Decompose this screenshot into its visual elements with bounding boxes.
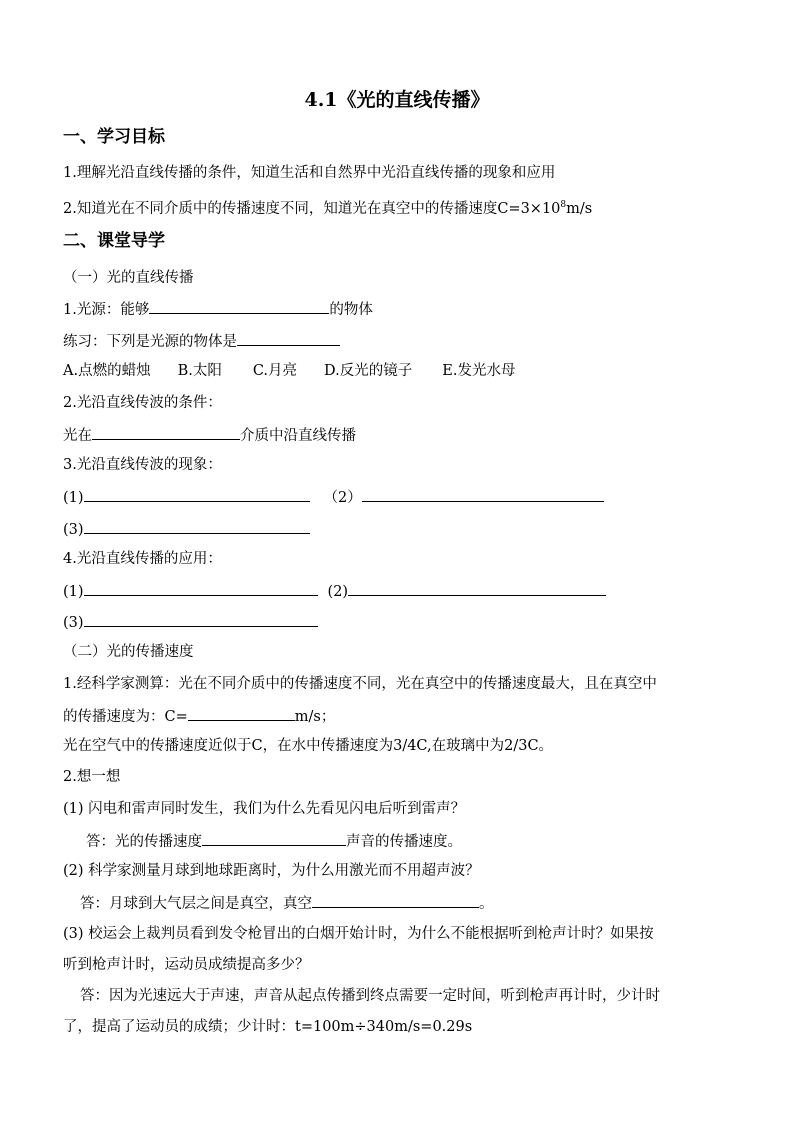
q3-label-3: (3) [63,522,84,538]
a2-blank[interactable] [312,892,479,908]
question-1 [63,298,373,320]
speed-para-1: 1.经科学家测算：光在不同介质中的传播速度不同，光在真空中的传播速度最大，且在真空中 [63,676,657,692]
question-2-fill [63,424,356,446]
section-heading-guide: 二、课堂导学 [63,231,165,251]
q4-blank-2[interactable] [348,580,606,596]
q4-label-2: (2) [327,584,349,600]
question-4: 4.光沿直线传播的应用： [63,551,222,567]
a1-suffix: 声音的传播速度。 [346,834,462,850]
question-3-row1 [63,486,604,508]
page-title: 4.1《光的直线传播》 [304,89,490,111]
option-c: C.月亮 [252,363,298,379]
think-a1 [86,830,462,852]
a1-blank[interactable] [202,830,346,846]
q3-label-1: (1) [63,490,84,506]
option-a: A.点燃的蜡烛 [63,363,151,379]
q3-blank-3[interactable] [84,518,310,534]
speed-suffix: m/s； [294,709,336,725]
q2-suffix: 介质中沿直线传播 [240,428,356,444]
section-heading-goals: 一、学习目标 [63,127,165,147]
q4-label-1: (1) [63,584,84,600]
think-heading: 2.想一想 [63,769,121,785]
a2-prefix: 答：月球到大气层之间是真空，真空 [80,896,312,912]
speed-para-2 [63,705,335,727]
goal-1: 1.理解光沿直线传播的条件，知道生活和自然界中光沿直线传播的现象和应用 [63,165,556,181]
options-row [63,361,515,381]
q4-label-3: (3) [63,615,84,631]
option-d: D.反光的镜子 [324,363,413,379]
goal-2 [63,195,592,219]
q3-blank-1[interactable] [84,486,310,502]
option-e: E.发光水母 [442,363,516,379]
q3-label-2: （2） [323,490,362,506]
q3-blank-2[interactable] [362,486,604,502]
q1-blank[interactable] [149,298,329,314]
think-a2 [80,892,494,914]
speed-prefix: 的传播速度为：C= [63,709,188,725]
q1-prefix: 1.光源：能够 [63,302,150,318]
practice-prefix: 练习：下列是光源的物体是 [63,334,237,350]
q4-blank-1[interactable] [84,580,318,596]
goal-2-exponent: 8 [560,200,567,210]
think-a3-line2: 了，提高了运动员的成绩；少计时：t=100m÷340m/s=0.29s [63,1019,473,1035]
question-4-row2 [63,611,318,633]
think-a3-line1: 答：因为光速远大于声速，声音从起点传播到终点需要一定时间，听到枪声再计时，少计时 [80,988,660,1004]
q2-prefix: 光在 [63,428,92,444]
question-3-row2 [63,518,310,540]
think-q3-line2: 听到枪声计时，运动员成绩提高多少？ [63,957,310,973]
think-q2: (2) 科学家测量月球到地球距离时，为什么用激光而不用超声波？ [63,863,480,879]
option-b: B.太阳 [177,363,222,379]
question-3: 3.光沿直线传波的现象： [63,457,222,473]
part2-heading: （二）光的传播速度 [63,644,194,660]
question-4-row1 [63,580,606,602]
q1-suffix: 的物体 [329,302,373,318]
q2-blank[interactable] [92,424,240,440]
q4-blank-3[interactable] [84,611,318,627]
think-q3-line1: (3) 校运会上裁判员看到发令枪冒出的白烟开始计时，为什么不能根据听到枪声计时？如果按 [63,926,654,942]
question-2: 2.光沿直线传波的条件： [63,395,222,411]
part1-heading: （一）光的直线传播 [63,270,194,286]
practice [63,330,340,352]
speed-para-3: 光在空气中的传播速度近似于C，在水中传播速度为3/4C,在玻璃中为2/3C。 [63,738,554,754]
practice-blank[interactable] [237,330,340,346]
goal-2-text: 2.知道光在不同介质中的传播速度不同，知道光在真空中的传播速度C=3×10 [63,200,561,217]
speed-blank[interactable] [188,705,295,721]
goal-2-unit: m/s [566,200,593,217]
think-q1: (1) 闪电和雷声同时发生，我们为什么先看见闪电后听到雷声？ [63,801,466,817]
a1-prefix: 答：光的传播速度 [86,834,202,850]
a2-suffix: 。 [479,896,494,912]
